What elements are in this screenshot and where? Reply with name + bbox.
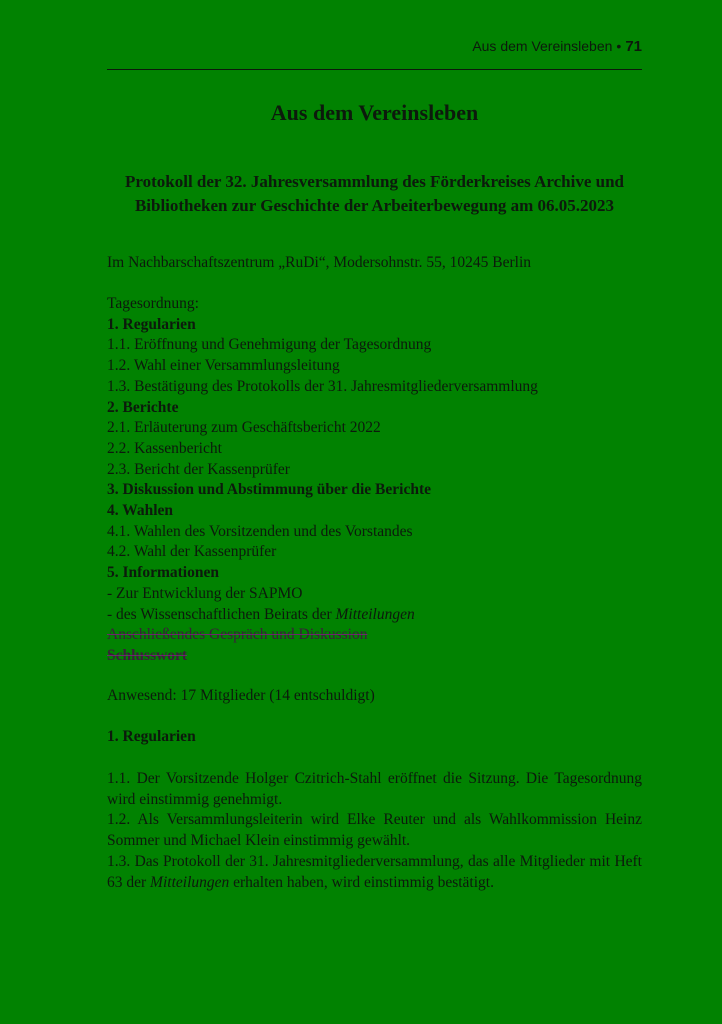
agenda xyxy=(107,294,642,667)
meeting-location: Im Nachbarschaftszentrum „RuDi“, Modersohnstr. 55, 10245 Berlin xyxy=(107,254,532,271)
paragraph-1-3-suffix: erhalten haben, wird einstimmig bestätigt. xyxy=(229,873,494,891)
agenda-item: 2.1. Erläuterung zum Geschäftsbericht 2022 xyxy=(107,419,381,437)
agenda-item: 3. Diskussion und Abstimmung über die Berichte xyxy=(107,481,431,499)
paragraph-1-2: 1.2. Als Versammlungsleiterin wird Elke Reuter und als Wahlkommission Heinz Sommer und Michael Klein einstimmig gewählt. xyxy=(107,811,642,850)
agenda-item: 4.2. Wahl der Kassenprüfer xyxy=(107,543,277,561)
agenda-item: 1.1. Eröffnung und Genehmigung der Tagesordnung xyxy=(107,336,432,354)
paragraph-1-1: 1.1. Der Vorsitzende Holger Czitrich-Stahl eröffnet die Sitzung. Die Tagesordnung wird einstimmig genehmigt. xyxy=(107,770,642,808)
agenda-item: - Zur Entwicklung der SAPMO xyxy=(107,584,303,602)
agenda-heading: Tagesordnung: xyxy=(107,295,199,312)
running-header-title: Aus dem Vereinsleben xyxy=(472,38,613,54)
agenda-item: 1.3. Bestätigung des Protokolls der 31. Jahresmitgliederversammlung xyxy=(107,377,538,395)
agenda-item: 1. Regularien xyxy=(107,315,196,333)
running-header-separator: • xyxy=(616,38,622,54)
protocol-subtitle xyxy=(107,170,642,218)
agenda-item: 2.3. Bericht der Kassenprüfer xyxy=(107,460,290,478)
subtitle-line-2: Bibliotheken zur Geschichte der Arbeiterbewegung am 06.05.2023 xyxy=(134,196,615,215)
page-title: Aus dem Vereinsleben xyxy=(270,100,479,125)
page-number: 71 xyxy=(625,38,642,55)
agenda-item: 4. Wahlen xyxy=(107,502,174,520)
beirat-journal-title: Mitteilungen xyxy=(335,605,415,623)
subtitle-line-1: Protokoll der 32. Jahresversammlung des Förderkreises Archive und xyxy=(125,172,624,191)
paragraph-1-3-journal: Mitteilungen xyxy=(150,873,230,891)
agenda-item: 5. Informationen xyxy=(107,564,219,582)
section-body xyxy=(107,769,642,893)
agenda-item-closing: Schlusswort xyxy=(107,646,188,664)
agenda-item: 2.2. Kassenbericht xyxy=(107,439,222,457)
header-rule xyxy=(107,69,642,70)
beirat-prefix: - des Wissenschaftlichen Beirats der xyxy=(107,605,336,623)
agenda-item: 1.2. Wahl einer Versammlungsleitung xyxy=(107,357,340,375)
agenda-item: 2. Berichte xyxy=(107,398,179,416)
section-heading: 1. Regularien xyxy=(107,728,196,745)
agenda-item-beirat xyxy=(107,605,642,626)
attendance: Anwesend: 17 Mitglieder (14 entschuldigt) xyxy=(107,687,375,704)
running-header xyxy=(107,38,642,55)
paragraph-1-3-prefix: 1.3. Das Protokoll der 31. Jahresmitgliederversammlung, das alle Mitglieder mit Heft 63 der xyxy=(107,852,642,891)
agenda-item: 4.1. Wahlen des Vorsitzenden und des Vorstandes xyxy=(107,522,413,540)
agenda-item-discussion: Anschließendes Gespräch und Diskussion xyxy=(107,626,368,644)
paragraph-1-3 xyxy=(107,852,642,893)
